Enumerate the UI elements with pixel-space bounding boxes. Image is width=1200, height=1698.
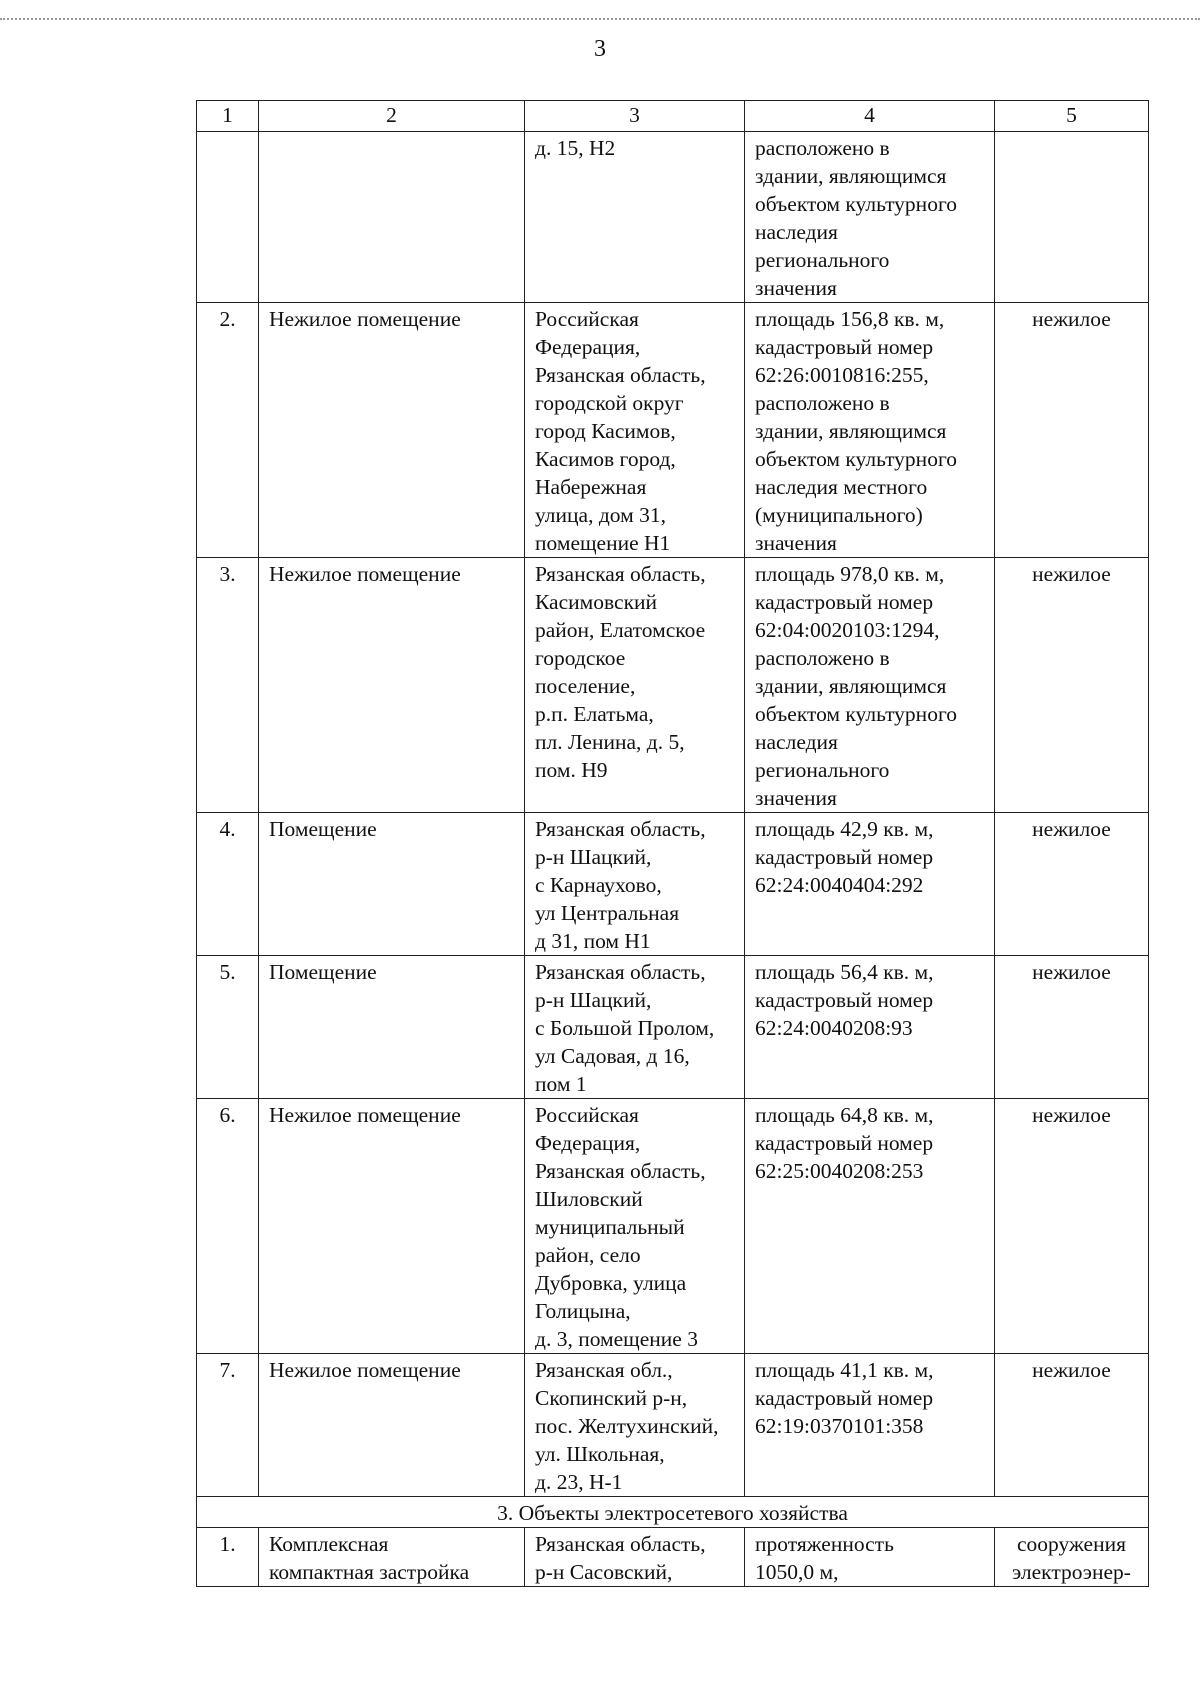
object-address-line: д 31, пом Н1 (535, 929, 651, 953)
object-description (745, 956, 995, 1099)
object-type-line: нежилое (1032, 1358, 1111, 1382)
object-name-line: Помещение (269, 817, 377, 841)
object-type-line: сооружения (1017, 1532, 1126, 1556)
column-header: 5 (995, 101, 1149, 132)
object-type (995, 813, 1149, 956)
table-row (197, 956, 1149, 1099)
column-header: 3 (525, 101, 745, 132)
row-number: 4. (197, 813, 259, 956)
object-address-line: городской округ (535, 391, 684, 415)
object-description-line: 62:26:0010816:255, (755, 363, 929, 387)
object-address-line: р.п. Елатьма, (535, 702, 654, 726)
object-description-line: кадастровый номер (755, 590, 934, 614)
object-address-line: Набережная (535, 475, 647, 499)
object-name (259, 1099, 525, 1354)
object-address-line: Федерация, (535, 335, 641, 359)
object-description-line: 62:25:0040208:253 (755, 1159, 924, 1183)
object-address-line: Касимовский (535, 590, 658, 614)
object-description-line: наследия (755, 220, 838, 244)
object-description-line: кадастровый номер (755, 988, 934, 1012)
object-description (745, 132, 995, 303)
object-name (259, 132, 525, 303)
row-number (197, 132, 259, 303)
object-address-line: Касимов город, (535, 447, 676, 471)
object-address-line: р-н Шацкий, (535, 988, 652, 1012)
object-address-line: пл. Ленина, д. 5, (535, 730, 685, 754)
object-name-line: Помещение (269, 960, 377, 984)
object-description-line: 62:04:0020103:1294, (755, 618, 940, 642)
row-number: 6. (197, 1099, 259, 1354)
object-description-line: наследия (755, 730, 838, 754)
object-address-line: Голицына, (535, 1299, 631, 1323)
object-address-line: д. 3, помещение 3 (535, 1327, 698, 1351)
object-description-line: 62:24:0040208:93 (755, 1016, 913, 1040)
object-address-line: город Касимов, (535, 419, 676, 443)
object-address-line: муниципальный (535, 1215, 685, 1239)
object-address-line: Российская (535, 307, 639, 331)
object-type (995, 558, 1149, 813)
table-row (197, 813, 1149, 956)
object-description (745, 303, 995, 558)
column-number-header (197, 101, 1149, 132)
object-description-line: объектом культурного (755, 702, 957, 726)
scan-artifact-line (0, 18, 1200, 20)
object-name-line: Комплексная (269, 1532, 389, 1556)
object-description-line: значения (755, 786, 837, 810)
row-number: 2. (197, 303, 259, 558)
object-address-line: пос. Желтухинский, (535, 1414, 719, 1438)
object-name-line: Нежилое помещение (269, 1358, 461, 1382)
object-description-line: площадь 978,0 кв. м, (755, 562, 945, 586)
object-address (525, 303, 745, 558)
object-address-line: ул Садовая, д 16, (535, 1044, 690, 1068)
object-description-line: кадастровый номер (755, 335, 934, 359)
object-address-line: Российская (535, 1103, 639, 1127)
object-address-line: р-н Сасовский, (535, 1560, 673, 1584)
object-name-line: Нежилое помещение (269, 1103, 461, 1127)
object-address-line: поселение, (535, 674, 636, 698)
object-address-line: пом 1 (535, 1072, 587, 1096)
object-address-line: Рязанская область, (535, 1532, 706, 1556)
object-type (995, 1528, 1149, 1587)
object-address-line: Рязанская область, (535, 363, 706, 387)
object-address (525, 813, 745, 956)
object-type-line: электроэнер- (1012, 1560, 1131, 1584)
object-address (525, 1354, 745, 1497)
object-address-line: с Карнаухово, (535, 873, 662, 897)
object-description-line: протяженность (755, 1532, 894, 1556)
object-description-line: площадь 156,8 кв. м, (755, 307, 945, 331)
object-address-line: ул Центральная (535, 901, 680, 925)
row-number: 1. (197, 1528, 259, 1587)
object-description-line: площадь 41,1 кв. м, (755, 1358, 934, 1382)
page-number: 3 (594, 36, 606, 62)
object-description (745, 1354, 995, 1497)
object-description (745, 1099, 995, 1354)
object-description-line: значения (755, 276, 837, 300)
section-header-row (197, 1497, 1149, 1528)
object-address-line: р-н Шацкий, (535, 845, 652, 869)
object-description-line: регионального (755, 248, 890, 272)
object-type (995, 303, 1149, 558)
object-type (995, 132, 1149, 303)
column-header: 1 (197, 101, 259, 132)
object-address-line: улица, дом 31, (535, 503, 666, 527)
table-row (197, 1354, 1149, 1497)
object-description-line: кадастровый номер (755, 845, 934, 869)
object-address (525, 1528, 745, 1587)
object-address-line: район, Елатомское (535, 618, 706, 642)
object-address-line: с Большой Пролом, (535, 1016, 715, 1040)
property-register-table (196, 100, 1149, 1587)
object-address (525, 132, 745, 303)
object-name (259, 303, 525, 558)
object-address-line: городское (535, 646, 626, 670)
object-name (259, 1528, 525, 1587)
table-row (197, 303, 1149, 558)
object-address (525, 956, 745, 1099)
object-address-line: пом. Н9 (535, 758, 608, 782)
object-address-line: Шиловский (535, 1187, 643, 1211)
object-type-line: нежилое (1032, 960, 1111, 984)
object-address-line: Рязанская область, (535, 562, 706, 586)
object-description-line: площадь 56,4 кв. м, (755, 960, 934, 984)
object-address-line: помещение Н1 (535, 531, 671, 555)
object-description-line: расположено в (755, 136, 890, 160)
object-description-line: площадь 64,8 кв. м, (755, 1103, 934, 1127)
object-address-line: д. 15, Н2 (535, 136, 616, 160)
object-description (745, 1528, 995, 1587)
object-description-line: объектом культурного (755, 447, 957, 471)
object-name-line: Нежилое помещение (269, 307, 461, 331)
object-address-line: Рязанская обл., (535, 1358, 673, 1382)
object-type (995, 1099, 1149, 1354)
object-address-line: ул. Школьная, (535, 1442, 665, 1466)
object-address-line: Рязанская область, (535, 1159, 706, 1183)
table-row (197, 1099, 1149, 1354)
object-type-line: нежилое (1032, 562, 1111, 586)
table-row (197, 1528, 1149, 1587)
object-description-line: 62:24:0040404:292 (755, 873, 924, 897)
object-type-line: нежилое (1032, 1103, 1111, 1127)
object-type-line: нежилое (1032, 307, 1111, 331)
object-description-line: здании, являющимся (755, 419, 947, 443)
object-name-line: компактная застройка (269, 1560, 470, 1584)
object-address-line: д. 23, Н-1 (535, 1470, 623, 1494)
column-header: 4 (745, 101, 995, 132)
object-name (259, 1354, 525, 1497)
column-header: 2 (259, 101, 525, 132)
object-description-line: кадастровый номер (755, 1131, 934, 1155)
object-address-line: Дубровка, улица (535, 1271, 687, 1295)
object-description-line: объектом культурного (755, 192, 957, 216)
object-address-line: Рязанская область, (535, 960, 706, 984)
table-row (197, 558, 1149, 813)
object-address-line: Федерация, (535, 1131, 641, 1155)
object-description-line: 1050,0 м, (755, 1560, 839, 1584)
object-description-line: значения (755, 531, 837, 555)
object-description-line: кадастровый номер (755, 1386, 934, 1410)
row-number: 5. (197, 956, 259, 1099)
object-name (259, 813, 525, 956)
row-number: 7. (197, 1354, 259, 1497)
table-row-continuation (197, 132, 1149, 303)
object-description-line: площадь 42,9 кв. м, (755, 817, 934, 841)
object-description-line: здании, являющимся (755, 674, 947, 698)
object-description-line: регионального (755, 758, 890, 782)
object-description-line: (муниципального) (755, 503, 923, 527)
object-description-line: расположено в (755, 391, 890, 415)
object-type (995, 956, 1149, 1099)
object-description-line: наследия местного (755, 475, 928, 499)
row-number: 3. (197, 558, 259, 813)
object-type (995, 1354, 1149, 1497)
object-description (745, 558, 995, 813)
section-title: 3. Объекты электросетевого хозяйства (197, 1497, 1149, 1528)
object-description (745, 813, 995, 956)
object-description-line: здании, являющимся (755, 164, 947, 188)
object-name (259, 558, 525, 813)
object-name (259, 956, 525, 1099)
object-description-line: 62:19:0370101:358 (755, 1414, 924, 1438)
object-address (525, 558, 745, 813)
object-address-line: Рязанская область, (535, 817, 706, 841)
object-description-line: расположено в (755, 646, 890, 670)
object-address-line: район, село (535, 1243, 641, 1267)
object-name-line: Нежилое помещение (269, 562, 461, 586)
object-address (525, 1099, 745, 1354)
object-address-line: Скопинский р-н, (535, 1386, 688, 1410)
object-type-line: нежилое (1032, 817, 1111, 841)
